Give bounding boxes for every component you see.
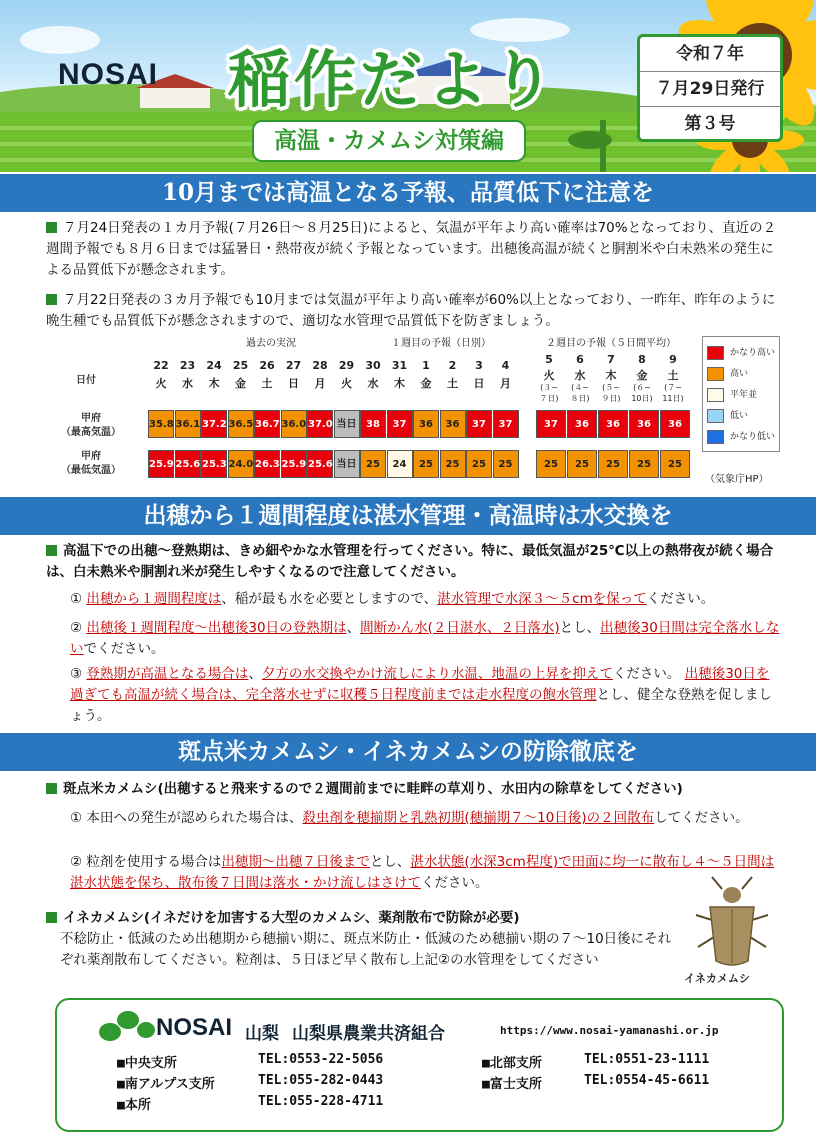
water-item-3-text-d: ください。 [612, 666, 681, 682]
legend-item [707, 387, 757, 402]
stinkbug-heading-1 [46, 779, 781, 800]
contact-org-region: 山梨 [245, 1024, 279, 1044]
contact-org-name: 山梨県農業共済組合 [292, 1024, 445, 1044]
office-honsho-tel: TEL:055-228-4711 [258, 1094, 384, 1109]
water-item-3-text-f: とし、健全な登熟を促しましょう。 [70, 687, 772, 724]
forecast-day-date: 22 [153, 359, 169, 372]
stinkbug-item-2-text-c: とし、 [369, 854, 411, 870]
forecast-row-min-label: 甲府 （最低気温） [61, 451, 121, 476]
forecast-max-cell: 36.0 [281, 410, 307, 438]
legend-label: かなり低い [730, 432, 776, 442]
forecast-day-date: 2 [448, 359, 457, 372]
forecast-week2-max-cell: 36 [629, 410, 659, 438]
forecast-min-cell: 24.0 [228, 450, 254, 478]
bullet-icon [46, 222, 57, 233]
section-heading-stinkbug: 斑点米カメムシ・イネカメムシの防除徹底を [0, 733, 816, 771]
office-honsho-name: ■本所 [117, 1098, 151, 1113]
forecast-day-date: 23 [179, 359, 196, 372]
office-fuji-tel: TEL:0554-45-6611 [584, 1073, 710, 1088]
forecast-week2-range: (４~ ８日) [570, 383, 590, 403]
section-heading-water-management: 出穂から１週間程度は湛水管理・高温時は水交換を [0, 497, 816, 535]
forecast-min-cell: 当日 [334, 450, 360, 478]
legend-label: 高い [730, 369, 749, 379]
forecast-min-cell: 26.3 [254, 450, 280, 478]
forecast-week2-date: 9 [669, 353, 677, 366]
stinkbug-item-1-text-c: してください。 [654, 810, 749, 826]
water-item-1-emphasis-a: 出穂から１週間程度は [86, 591, 222, 607]
water-item-1-text-d: ください。 [646, 591, 715, 607]
forecast-day-weekday: 日 [288, 377, 299, 390]
bullet-icon [46, 912, 57, 923]
forecast-day-weekday: 土 [261, 377, 273, 390]
forecast-min-cell: 25.9 [281, 450, 307, 478]
forecast-week2-range: (３~ ７日) [539, 383, 559, 403]
legend-label: 低い [730, 411, 749, 421]
forecast-day-date: 29 [338, 359, 355, 372]
forecast-week2-weekday: 土 [667, 369, 679, 382]
water-item-3 [70, 664, 780, 727]
forecast-day-date: 24 [206, 359, 222, 372]
page-title: 稲作だより [228, 43, 559, 116]
item-number: ① [70, 591, 83, 607]
forecast-week2-range: (７~ 11日) [662, 383, 684, 403]
forecast-day-date: 3 [475, 359, 483, 372]
nosai-logo: NOSAI [58, 58, 159, 91]
issue-info-box [637, 34, 783, 142]
forecast-day-date: 30 [365, 359, 381, 372]
office-minami-alps-tel: TEL:055-282-0443 [258, 1073, 384, 1088]
water-item-2-text-b: 、 [346, 620, 361, 636]
item-number: ② [70, 854, 83, 870]
forecast-week2-min-cell: 25 [660, 450, 690, 478]
forecast-max-cell: 37 [466, 410, 492, 438]
forecast-week2-max-cell: 36 [567, 410, 597, 438]
stinkbug-heading-1-text: 斑点米カメムシ(出穂すると飛来するので２週間前までに畦畔の草刈り、水田内の除草をしてください) [63, 781, 683, 797]
bullet-icon [46, 545, 57, 556]
forecast-day-weekday: 月 [500, 377, 511, 390]
forecast-text-2: ７月22日発表の３カ月予報でも10月までは気温が平年より高い確率が60%以上となっており、一昨年、昨年のように晩生種でも品質低下が懸念されますので、適切な水管理で品質低下を防ぎましょう。 [46, 292, 776, 329]
forecast-day-date: 27 [285, 359, 302, 372]
office-chuo-name: ■中央支所 [117, 1056, 177, 1071]
contact-nosai-logo: NOSAI [156, 1014, 233, 1041]
issue-date: ７月29日発行 [640, 72, 780, 107]
water-item-3-emphasis-e: 出穂後30日を過ぎても高温が続く場合は、完全落水せずに収穫５日程度前までは走水程度の飽水管理 [70, 666, 770, 703]
forecast-day-weekday: 水 [367, 377, 379, 390]
legend-swatch [707, 367, 724, 381]
water-item-2-emphasis-a: 出穂後１週間程度～出穂後30日の登熟期は [86, 620, 347, 636]
legend-label: かなり高い [730, 348, 776, 358]
forecast-min-cell: 25.3 [201, 450, 227, 478]
water-item-3-emphasis-a: 登熟期が高温となる場合は [86, 666, 249, 682]
forecast-week2-date: 8 [638, 353, 646, 366]
forecast-min-cell: 25 [440, 450, 466, 478]
water-item-3-emphasis-c: 夕方の水交換やかけ流しにより水温、地温の上昇を抑えて [261, 666, 613, 682]
forecast-header-week2: ２週目の予報（５日間平均） [546, 338, 676, 349]
forecast-week2-weekday: 火 [543, 369, 555, 382]
stinkbug-heading-2 [46, 908, 666, 929]
forecast-max-cell: 36.1 [175, 410, 201, 438]
forecast-day-date: 26 [259, 359, 275, 372]
forecast-week2-min-cell: 25 [598, 450, 628, 478]
forecast-max-cell: 36.7 [254, 410, 280, 438]
stinkbug-item-2 [70, 852, 780, 894]
forecast-min-cell: 25.6 [175, 450, 201, 478]
section-heading-forecast: 10月までは高温となる予報、品質低下に注意を [0, 174, 816, 212]
stinkbug-paragraph-2: 不稔防止・低減のため出穂期から穂揃い期に、斑点米防止・低減のため穂揃い期の７～10日後にそれぞれ薬剤散布してください。粒剤は、５日ほど早く散布し上記②の水管理をしてください [60, 931, 672, 968]
stinkbug-item-1-emphasis-b: 殺虫剤を穂揃期と乳熟初期(穂揃期７～10日後)の２回散布 [302, 810, 655, 826]
item-number: ③ [70, 666, 83, 682]
legend-item [707, 408, 748, 423]
forecast-day-date: 1 [422, 359, 430, 372]
item-number: ② [70, 620, 83, 636]
forecast-day-date: 28 [312, 359, 328, 372]
forecast-max-cell: 35.8 [148, 410, 174, 438]
forecast-header-week1: １週目の予報（日別） [391, 338, 491, 349]
office-hokubu-tel: TEL:0551-23-1111 [584, 1052, 710, 1067]
forecast-week2-min-cell: 25 [567, 450, 597, 478]
water-item-1 [70, 589, 780, 610]
forecast-text-1: ７月24日発表の１カ月予報(７月26日～８月25日)によると、気温が平年より高い確率は70%となっており、直近の２週間予報でも８月６日までは猛暑日・熱帯夜が続く予報となっています。出穂後高温が続くと胴割米や白未熟米の発生による品質低下が懸念されます。 [46, 220, 777, 278]
stinkbug-item-2-text-a: 粒剤を使用する場合は [86, 854, 222, 870]
forecast-max-cell: 37.0 [307, 410, 333, 438]
forecast-min-cell: 25 [493, 450, 519, 478]
office-hokubu-name: ■北部支所 [482, 1056, 542, 1071]
forecast-day-weekday: 火 [155, 377, 167, 390]
water-item-2-emphasis-c: 間断かん水(２日湛水、２日落水) [360, 620, 560, 636]
forecast-min-cell: 24 [387, 450, 413, 478]
forecast-day-weekday: 金 [420, 377, 432, 390]
page-subtitle: 高温・カメムシ対策編 [252, 120, 526, 162]
forecast-max-cell: 36.5 [228, 410, 254, 438]
forecast-max-cell: 36 [440, 410, 466, 438]
forecast-min-cell: 25 [413, 450, 439, 478]
forecast-header-past: 過去の実況 [246, 338, 296, 349]
water-item-2-emphasis-e: 出穂後30日間は完全落水しない [70, 620, 780, 657]
legend-swatch [707, 409, 724, 423]
stinkbug-item-2-emphasis-b: 出穂期～出穂７日後まで [221, 854, 370, 870]
legend-item [707, 366, 748, 381]
forecast-week2-max-cell: 36 [598, 410, 628, 438]
legend-swatch [707, 346, 724, 360]
forecast-min-cell: 25 [360, 450, 386, 478]
forecast-legend [702, 336, 780, 452]
forecast-source: （気象庁HP） [705, 474, 769, 485]
forecast-day-weekday: 木 [208, 377, 220, 390]
forecast-week2-range: (５~ ９日) [601, 383, 621, 403]
legend-label: 平年並 [730, 390, 758, 400]
legend-item [707, 345, 775, 360]
forecast-paragraph-1 [46, 218, 781, 281]
forecast-day-weekday: 木 [394, 377, 405, 390]
forecast-day-weekday: 火 [341, 377, 352, 390]
forecast-week2-weekday: 木 [605, 369, 617, 382]
forecast-min-cell: 25.9 [148, 450, 174, 478]
stinkbug-caption: イネカメムシ [684, 972, 750, 985]
forecast-max-cell: 当日 [334, 410, 360, 438]
stinkbug-item-1 [70, 808, 780, 829]
forecast-date-label: 日付 [76, 375, 96, 386]
forecast-day-weekday: 日 [473, 377, 485, 390]
water-item-1-text-b: 、稲が最も水を必要としますので、 [221, 591, 438, 607]
legend-item [707, 429, 775, 444]
item-number: ① [70, 810, 83, 826]
nosai-mark-icon [96, 1008, 156, 1044]
forecast-week2-min-cell: 25 [629, 450, 659, 478]
legend-swatch [707, 430, 724, 444]
water-item-2 [70, 618, 780, 660]
temperature-forecast-table [36, 332, 696, 482]
forecast-week2-range: (６~ 10日) [631, 383, 653, 403]
issue-number: 第３号 [684, 114, 736, 134]
forecast-week2-weekday: 水 [574, 369, 586, 382]
office-chuo-tel: TEL:0553-22-5056 [258, 1052, 384, 1067]
forecast-day-date: 25 [232, 359, 249, 372]
forecast-max-cell: 36 [413, 410, 439, 438]
forecast-max-cell: 38 [360, 410, 386, 438]
stinkbug-item-1-text-a: 本田への発生が認められた場合は、 [86, 810, 303, 826]
water-item-2-text-f: でください。 [83, 641, 165, 657]
forecast-week2-max-cell: 37 [536, 410, 566, 438]
forecast-day-weekday: 月 [314, 377, 326, 390]
forecast-min-cell: 25.6 [307, 450, 333, 478]
stinkbug-item-2-emphasis-d: 湛水状態(水深3cm程度)で田面に均一に散布し４～５日間は湛水状態を保ち、散布後７日間は落水・かけ流しはさけて [70, 854, 775, 891]
office-fuji-name: ■富士支所 [482, 1077, 542, 1092]
water-item-3-text-b: 、 [248, 666, 262, 682]
forecast-week2-date: 7 [607, 353, 615, 366]
forecast-day-date: 31 [391, 359, 408, 372]
bullet-icon [46, 783, 57, 794]
office-minami-alps-name: ■南アルプス支所 [117, 1077, 215, 1092]
forecast-week2-date: 5 [545, 353, 553, 366]
stinkbug-heading-2-text: イネカメムシ(イネだけを加害する大型のカメムシ、薬剤散布で防除が必要) [63, 910, 520, 926]
forecast-max-cell: 37 [387, 410, 413, 438]
water-item-1-emphasis-c: 湛水管理で水深３～５cmを保って [437, 591, 647, 607]
water-item-2-text-d: とし、 [559, 620, 601, 636]
forecast-day-weekday: 水 [182, 377, 193, 390]
rice-stinkbug-icon [692, 875, 772, 970]
forecast-max-cell: 37.2 [201, 410, 227, 438]
forecast-day-date: 4 [501, 359, 510, 372]
forecast-row-max-label: 甲府 （最高気温） [61, 413, 121, 438]
forecast-week2-date: 6 [576, 353, 584, 366]
legend-swatch [707, 388, 724, 402]
stinkbug-item-2-text-e: ください。 [421, 875, 489, 891]
forecast-min-cell: 25 [466, 450, 492, 478]
forecast-day-weekday: 土 [447, 377, 458, 390]
forecast-paragraph-2 [46, 290, 781, 332]
forecast-week2-weekday: 金 [636, 369, 648, 382]
contact-url-link[interactable]: https://www.nosai-yamanashi.or.jp [500, 1024, 719, 1037]
issue-era: 令和７年 [640, 37, 780, 72]
bullet-icon [46, 294, 57, 305]
forecast-max-cell: 37 [493, 410, 519, 438]
water-lead-text: 高温下での出穂～登熟期は、きめ細やかな水管理を行ってください。特に、最低気温が25℃以上の熱帯夜が続く場合は、白未熟米や胴割れ米が発生しやすくなるので注意してください。 [46, 543, 774, 580]
forecast-week2-max-cell: 36 [660, 410, 690, 438]
forecast-day-weekday: 金 [235, 377, 246, 390]
forecast-week2-min-cell: 25 [536, 450, 566, 478]
water-lead-paragraph [46, 541, 781, 583]
